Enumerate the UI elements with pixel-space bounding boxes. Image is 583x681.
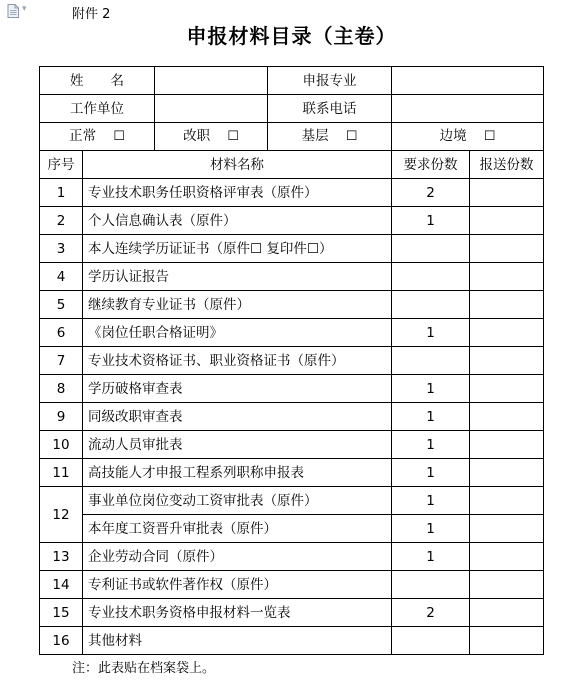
table-row xyxy=(40,487,544,515)
required-copies: 2 xyxy=(392,599,470,627)
info-row-1 xyxy=(40,67,544,95)
name-field[interactable] xyxy=(155,67,268,95)
row-number: 5 xyxy=(40,291,83,319)
phone-field[interactable] xyxy=(392,95,544,123)
row-number: 12 xyxy=(40,487,83,543)
major-label: 申报专业 xyxy=(268,67,392,95)
required-copies: 1 xyxy=(392,543,470,571)
table-row xyxy=(40,543,544,571)
required-copies: 1 xyxy=(392,375,470,403)
required-copies: 2 xyxy=(392,179,470,207)
required-copies xyxy=(392,347,470,375)
row-number: 6 xyxy=(40,319,83,347)
column-header: 要求份数 xyxy=(392,151,470,179)
submitted-copies[interactable] xyxy=(470,599,544,627)
materials-table xyxy=(39,66,544,655)
material-name: 继续教育专业证书（原件） xyxy=(83,291,392,319)
column-header: 序号 xyxy=(40,151,83,179)
submitted-copies[interactable] xyxy=(470,375,544,403)
material-name: 高技能人才申报工程系列职称申报表 xyxy=(83,459,392,487)
table-row xyxy=(40,515,544,543)
category-transfer xyxy=(155,123,268,151)
page-title: 申报材料目录（主卷） xyxy=(186,24,397,48)
table-row xyxy=(40,207,544,235)
submitted-copies[interactable] xyxy=(470,207,544,235)
category-row xyxy=(40,123,544,151)
material-name: 本人连续学历证证书（原件☐ 复印件☐） xyxy=(83,235,392,263)
category-label: 改职 xyxy=(183,128,211,144)
submitted-copies[interactable] xyxy=(470,627,544,655)
row-number: 1 xyxy=(40,179,83,207)
material-name: 专业技术职务任职资格评审表（原件） xyxy=(83,179,392,207)
row-number: 15 xyxy=(40,599,83,627)
column-header-row xyxy=(40,151,544,179)
required-copies: 1 xyxy=(392,487,470,515)
material-name: 专利证书或软件著作权（原件） xyxy=(83,571,392,599)
name-label: 姓 名 xyxy=(40,67,155,95)
table-row xyxy=(40,599,544,627)
work-unit-field[interactable] xyxy=(155,95,268,123)
table-row xyxy=(40,403,544,431)
document-icon xyxy=(7,4,19,18)
material-name: 流动人员审批表 xyxy=(83,431,392,459)
table-row xyxy=(40,291,544,319)
material-name: 学历认证报告 xyxy=(83,263,392,291)
required-copies xyxy=(392,627,470,655)
submitted-copies[interactable] xyxy=(470,571,544,599)
submitted-copies[interactable] xyxy=(470,235,544,263)
material-name: 事业单位岗位变动工资审批表（原件） xyxy=(83,487,392,515)
submitted-copies[interactable] xyxy=(470,263,544,291)
required-copies xyxy=(392,263,470,291)
row-number: 13 xyxy=(40,543,83,571)
required-copies: 1 xyxy=(392,431,470,459)
checkbox-normal[interactable]: ☐ xyxy=(113,129,125,144)
material-name: 企业劳动合同（原件） xyxy=(83,543,392,571)
submitted-copies[interactable] xyxy=(470,291,544,319)
submitted-copies[interactable] xyxy=(470,403,544,431)
footnote: 注：此表贴在档案袋上。 xyxy=(72,661,216,676)
submitted-copies[interactable] xyxy=(470,319,544,347)
row-number: 4 xyxy=(40,263,83,291)
column-header: 报送份数 xyxy=(470,151,544,179)
table-row xyxy=(40,235,544,263)
submitted-copies[interactable] xyxy=(470,487,544,515)
required-copies: 1 xyxy=(392,319,470,347)
submitted-copies[interactable] xyxy=(470,543,544,571)
category-normal xyxy=(40,123,155,151)
required-copies xyxy=(392,235,470,263)
checkbox-border[interactable]: ☐ xyxy=(483,129,496,144)
checkbox-grassroots[interactable]: ☐ xyxy=(345,129,358,144)
required-copies xyxy=(392,291,470,319)
work-unit-label: 工作单位 xyxy=(40,95,155,123)
required-copies: 1 xyxy=(392,515,470,543)
row-number: 10 xyxy=(40,431,83,459)
table-row xyxy=(40,263,544,291)
table-row xyxy=(40,459,544,487)
material-name: 学历破格审查表 xyxy=(83,375,392,403)
table-row xyxy=(40,571,544,599)
column-header: 材料名称 xyxy=(83,151,392,179)
row-number: 16 xyxy=(40,627,83,655)
row-number: 7 xyxy=(40,347,83,375)
submitted-copies[interactable] xyxy=(470,347,544,375)
row-number: 9 xyxy=(40,403,83,431)
table-row xyxy=(40,627,544,655)
submitted-copies[interactable] xyxy=(470,515,544,543)
material-name: 同级改职审查表 xyxy=(83,403,392,431)
row-number: 2 xyxy=(40,207,83,235)
material-name: 专业技术资格证书、职业资格证书（原件） xyxy=(83,347,392,375)
category-grassroots xyxy=(268,123,392,151)
required-copies: 1 xyxy=(392,207,470,235)
material-name: 专业技术职务资格申报材料一览表 xyxy=(83,599,392,627)
table-row xyxy=(40,179,544,207)
category-label: 正常 xyxy=(69,128,97,144)
material-name: 《岗位任职合格证明》 xyxy=(83,319,392,347)
required-copies: 1 xyxy=(392,403,470,431)
major-field[interactable] xyxy=(392,67,544,95)
required-copies: 1 xyxy=(392,459,470,487)
row-number: 14 xyxy=(40,571,83,599)
material-name: 其他材料 xyxy=(83,627,392,655)
info-row-2 xyxy=(40,95,544,123)
submitted-copies[interactable] xyxy=(470,431,544,459)
phone-label: 联系电话 xyxy=(268,95,392,123)
row-number: 11 xyxy=(40,459,83,487)
submitted-copies[interactable] xyxy=(470,179,544,207)
checkbox-transfer[interactable]: ☐ xyxy=(227,129,239,144)
table-row xyxy=(40,347,544,375)
table-row xyxy=(40,319,544,347)
attachment-label: 附件 2 xyxy=(72,7,111,22)
chevron-down-icon[interactable]: ▾ xyxy=(22,4,27,14)
category-label: 基层 xyxy=(301,128,329,144)
category-label: 边境 xyxy=(439,128,467,144)
row-number: 8 xyxy=(40,375,83,403)
material-name: 本年度工资晋升审批表（原件） xyxy=(83,515,392,543)
table-row xyxy=(40,431,544,459)
required-copies xyxy=(392,571,470,599)
submitted-copies[interactable] xyxy=(470,459,544,487)
material-name: 个人信息确认表（原件） xyxy=(83,207,392,235)
table-row xyxy=(40,375,544,403)
row-number: 3 xyxy=(40,235,83,263)
category-border xyxy=(392,123,544,151)
